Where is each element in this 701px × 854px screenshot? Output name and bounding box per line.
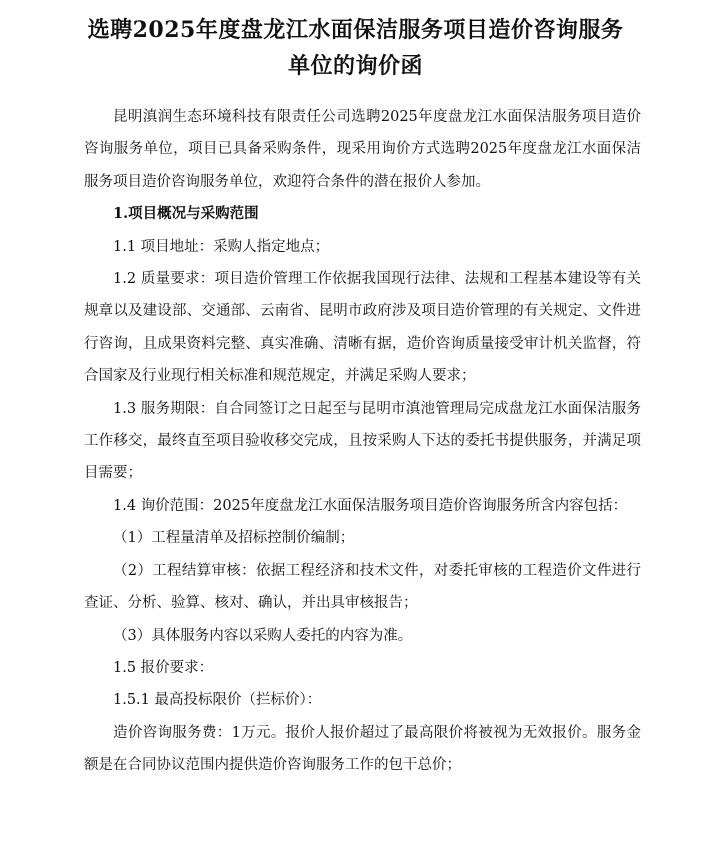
item-1-1: 1.1 项目地址：采购人指定地点； bbox=[113, 238, 330, 255]
document-title bbox=[18, 12, 693, 84]
item-1-5-1: 1.5.1 最高投标限价（拦标价）： bbox=[113, 692, 322, 709]
document-body bbox=[84, 101, 641, 782]
fee-paragraph: 造价咨询服务费：1万元。报价人报价超过了最高限价将被视为无效报价。服务金额是在合同协议范围内提供造价咨询服务工作的包干总价； bbox=[84, 724, 641, 774]
item-1-4-3: （3）具体服务内容以采购人委托的内容为准。 bbox=[113, 627, 413, 644]
title-line-2: 单位的询价函 bbox=[287, 53, 423, 79]
title-line-1: 选聘2025年度盘龙江水面保洁服务项目造价咨询服务 bbox=[87, 17, 624, 43]
section-1-heading: 1.项目概况与采购范围 bbox=[113, 205, 259, 223]
item-1-4: 1.4 询价范围：2025年度盘龙江水面保洁服务项目造价咨询服务所含内容包括： bbox=[113, 497, 628, 514]
item-1-2: 1.2 质量要求：项目造价管理工作依据我国现行法律、法规和工程基本建设等有关规章以及建设部、交通部、云南省、昆明市政府涉及项目造价管理的有关规定、文件进行咨询，且成果资料完整、真实准确、清晰有据，造价咨询质量接受审计机关监督，符合国家及行业现行相关标准和规范规定，并满足采购人要求； bbox=[84, 271, 641, 385]
item-1-4-2: （2）工程结算审核：依据工程经济和技术文件，对委托审核的工程造价文件进行查证、分析、验算、核对、确认，并出具审核报告； bbox=[84, 562, 641, 612]
item-1-4-1: （1）工程量清单及招标控制价编制； bbox=[113, 530, 355, 547]
intro-paragraph: 昆明滇润生态环境科技有限责任公司选聘2025年度盘龙江水面保洁服务项目造价咨询服务单位，项目已具备采购条件，现采用询价方式选聘2025年度盘龙江水面保洁服务项目造价咨询服务单位，欢迎符合条件的潜在报价人参加。 bbox=[84, 109, 641, 190]
item-1-3: 1.3 服务期限：自合同签订之日起至与昆明市滇池管理局完成盘龙江水面保洁服务工作移交，最终直至项目验收移交完成，且按采购人下达的委托书提供服务，并满足项目需要； bbox=[84, 400, 641, 482]
item-1-5: 1.5 报价要求： bbox=[113, 659, 214, 676]
